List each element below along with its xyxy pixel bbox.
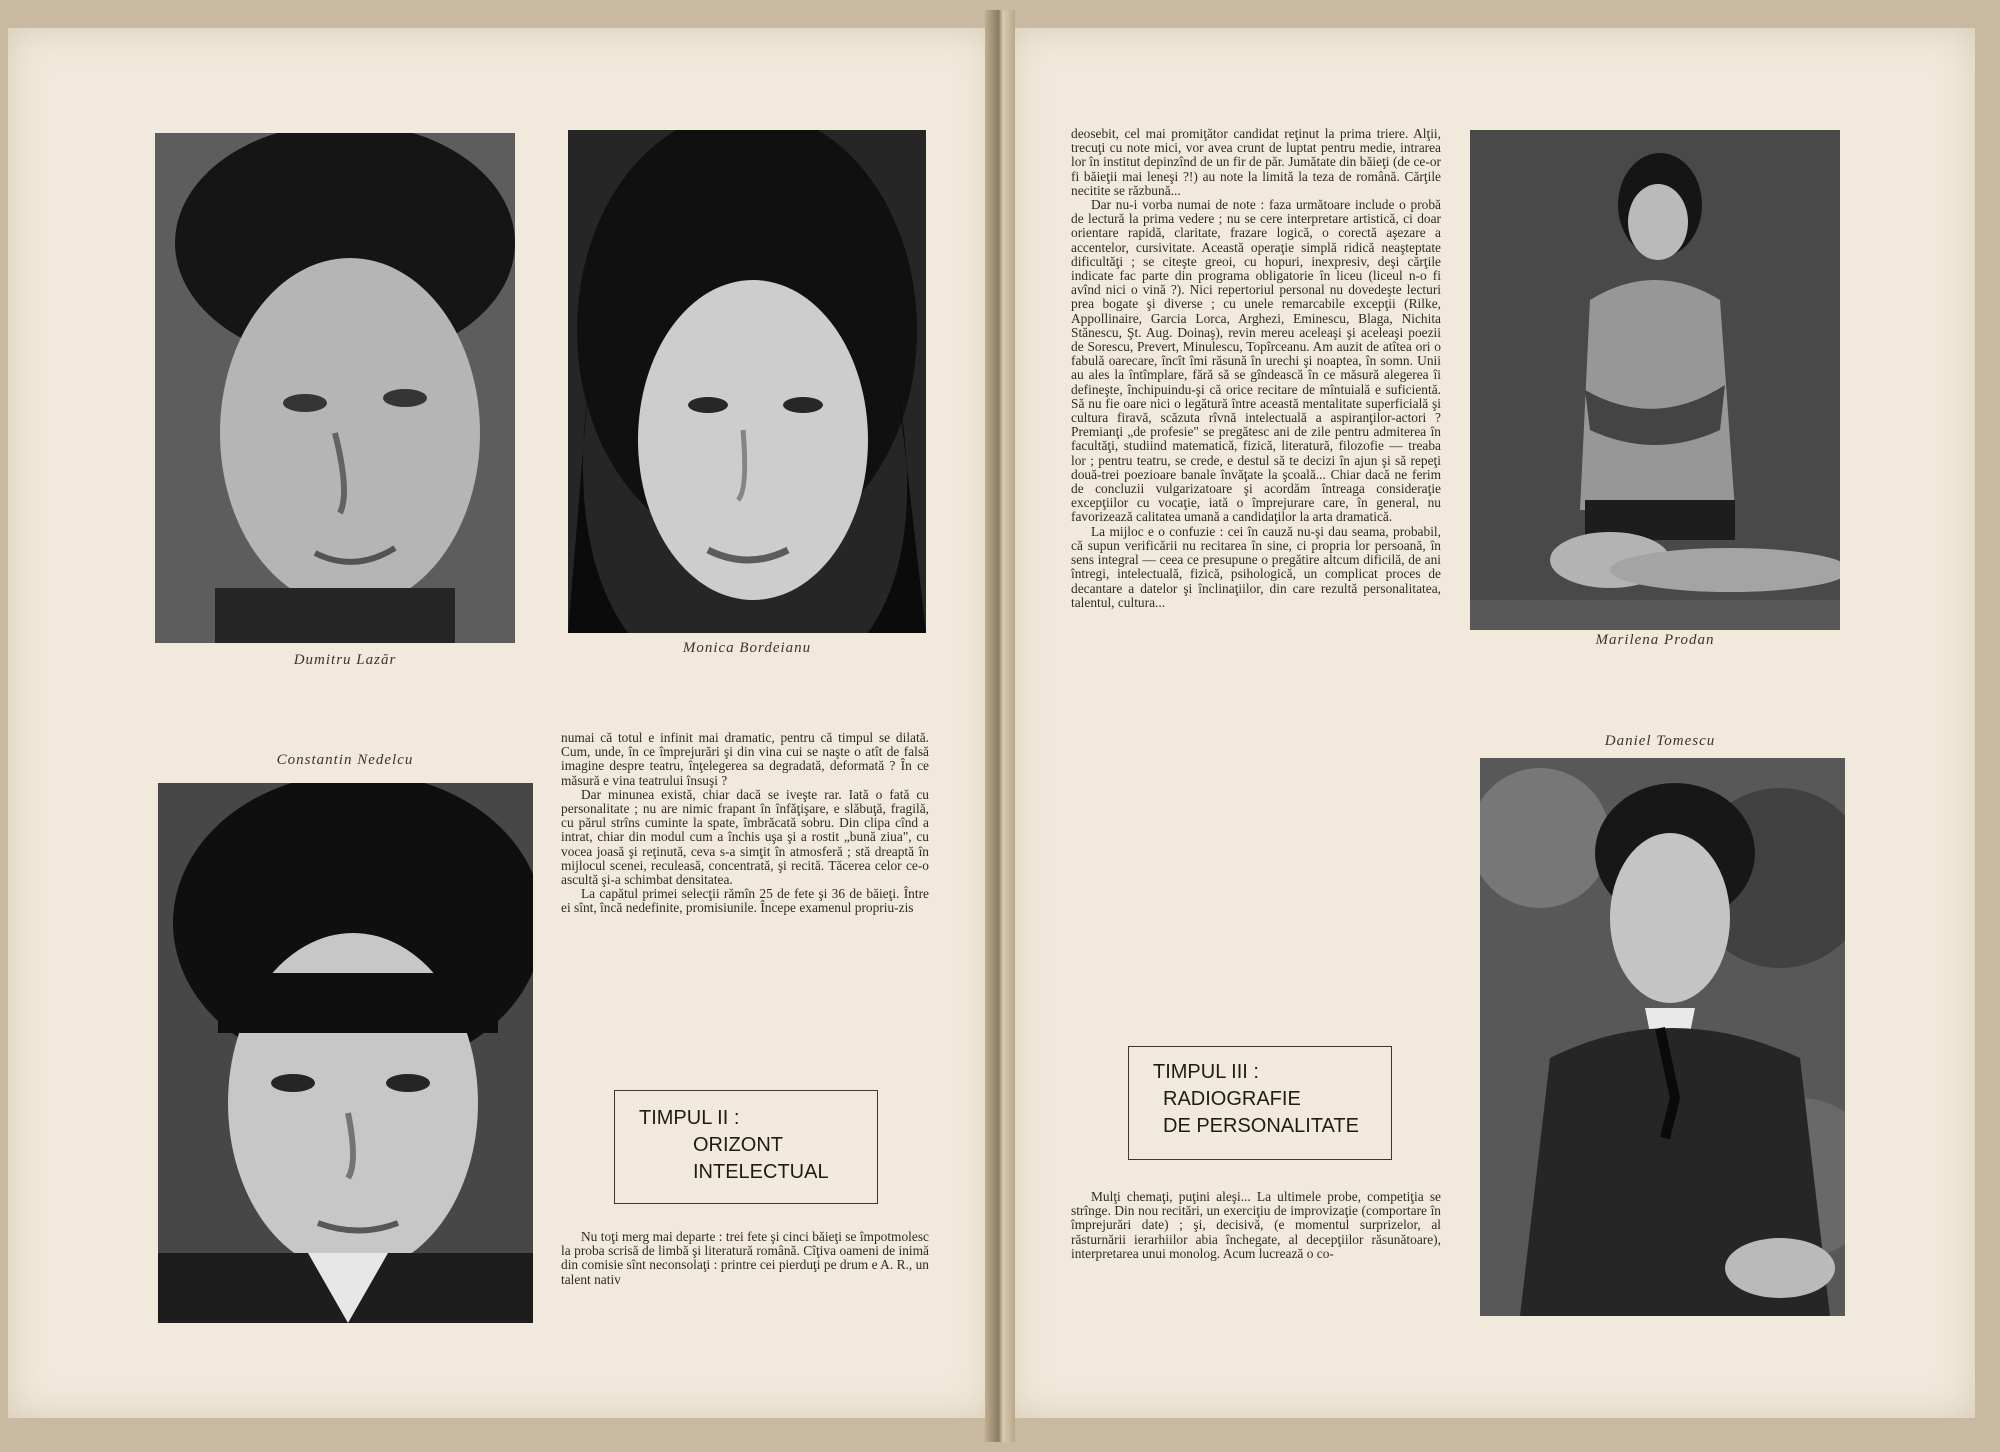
article-text-column	[561, 1230, 929, 1287]
portrait-photo-constantin-nedelcu	[158, 783, 533, 1323]
section-title: RADIOGRAFIE	[1163, 1088, 1301, 1110]
section-heading-box	[614, 1090, 878, 1204]
section-title: DE PERSONALITATE	[1163, 1115, 1359, 1137]
photo-caption: Monica Bordeianu	[682, 640, 812, 656]
paragraph: Dar minunea există, chiar dacă se iveşte rar. Iată o fată cu personalitate ; nu are nimic frapant în înfăţişare, e slăbuţă, fragilă, cu părul strîns cuminte la spate, îmbrăcată sobru. Din clipa cînd a intrat, chiar din modul cum a închis uşa şi a rostit „bună ziua", cu vocea joasă şi reţinută, ceva s-a simţit în atmosferă ; stă dreaptă în mijlocul scenei, reculeasă, concentrată, şi recită. Tăcerea celor ce-o ascultă şi-a schimbat densitatea.	[561, 786, 929, 888]
photo-caption: Daniel Tomescu	[1604, 733, 1716, 749]
portrait-photo-monica-bordeianu	[568, 130, 926, 633]
section-title: ORIZONT	[693, 1134, 783, 1156]
section-number: TIMPUL III :	[1153, 1061, 1259, 1083]
portrait-photo-marilena-prodan	[1470, 130, 1840, 630]
paragraph: La capătul primei selecţii rămîn 25 de fete şi 36 de băieţi. Între ei sînt, încă nedefinite, promisiunile. Începe examenul propriu-zis	[561, 886, 929, 916]
photo-caption: Marilena Prodan	[1595, 632, 1715, 648]
section-title: INTELECTUAL	[693, 1161, 829, 1183]
paragraph: deosebit, cel mai promiţător candidat reţinut la prima triere. Alţii, trecuţi cu note mici, vor avea crunt de luptat pentru medie, intrarea lor în institut depinzînd de un fir de păr. Jumătate din băieţi (de ce-or fi băieţii mai leneşi ?!) au note la limită la teza de română. Cărţile necitite se răzbună...	[1071, 126, 1441, 198]
paragraph: numai că totul e infinit mai dramatic, pentru că timpul se dilată. Cum, unde, în ce împrejurări şi din vina cui se naşte o atît de falsă imagine despre teatru, înţelegerea sa degradată, deformată ? În ce măsură e vina teatrului însuşi ?	[561, 730, 929, 788]
section-heading-box	[1128, 1046, 1392, 1160]
paragraph: La mijloc e o confuzie : cei în cauză nu-şi dau seama, probabil, că supun verificării nu recitarea în sine, ci propria lor persoană, în sens integral — ceea ce presupune o pregătire altcum dificilă, de ani întregi, intelectuală, fizică, psihologică, un complicat proces de decantare a datelor şi înclinaţiilor, din care rezultă personalitatea, talentul, cultura...	[1071, 523, 1441, 610]
section-number: TIMPUL II :	[639, 1107, 740, 1129]
portrait-photo-dumitru-lazar	[155, 133, 515, 643]
paragraph: Nu toţi merg mai departe : trei fete şi cinci băieţi se împotmolesc la proba scrisă de limbă şi literatură română. Cîţiva oameni de inimă din comisie sînt neconsolaţi : printre cei pierduţi pe drum e A. R., un talent nativ	[561, 1229, 929, 1287]
paragraph: Mulţi chemaţi, puţini aleşi... La ultimele probe, competiţia se strînge. Din nou recitări, un exerciţiu de improvizaţie (comportare în împrejurări date) ; şi, decisivă, (e momentul surprizelor, al răsturnării ierarhiilor abia închegate, al decepţiilor răsunătoare), interpretarea unui monolog. Acum lucrează o co-	[1071, 1189, 1441, 1261]
article-text-column	[561, 731, 929, 916]
paragraph: Dar nu-i vorba numai de note : faza următoare include o probă de lectură la prima vedere ; nu se cere interpretare artistică, ci doar orientare rapidă, claritate, frazare logică, o corectă aşezare a accentelor, cursivitate. Această operaţie simplă ridică neaşteptate dificultăţi ; se citeşte greoi, cu hopuri, inexpresiv, deşi cărţile indicate fac parte din programa obligatorie în liceu (liceul n-o fi avînd nici o vină ?). Nici repertoriul personal nu dovedeşte lecturi prea bogate şi diverse ; cu unele remarcabile excepţii (Rilke, Appollinaire, Garcia Lorca, Arghezi, Eminescu, Blaga, Nichita Stănescu, Şt. Aug. Doinaş), revin mereu aceleaşi şi aceleaşi poezii de Sorescu, Prevert, Minulescu, Topîrceanu. Am auzit de atîtea ori o fabulă oarecare, încît îmi răsună în urechi şi noaptea, în somn. Unii au ales la întîmplare, fără să se gîndească în ce măsură alegerea îi defineşte, închipuindu-şi că orice recitare de mîntuială e suficientă. Să nu fie oare nici o legătură între această mentalitate superficială şi cultura firavă, scăzuta rîvnă intelectuală a aspiranţilor-actori ? Premianţi „de profesie" se pregătesc ani de zile pentru admiterea în facultăţi, studiind matematică, fizică, literatură, filozofie — treaba lor ; pentru teatru, se crede, e destul să te decizi în ajun şi să repeţi două-trei poezioare banale învăţate la şcoală... Chiar dacă ne ferim de concluzii vulgarizatoare şi acordăm întreaga consideraţie excepţiilor cu vocaţie, iată o împrejurare care, în general, nu favorizează calitatea umană a candidaţilor la arta dramatică.	[1071, 197, 1441, 525]
article-text-column	[1071, 1190, 1441, 1261]
portrait-photo-daniel-tomescu	[1480, 758, 1845, 1316]
book-gutter	[985, 10, 1015, 1442]
photo-caption: Constantin Nedelcu	[276, 752, 414, 768]
article-text-column	[1071, 127, 1441, 610]
photo-caption: Dumitru Lazăr	[293, 652, 397, 668]
